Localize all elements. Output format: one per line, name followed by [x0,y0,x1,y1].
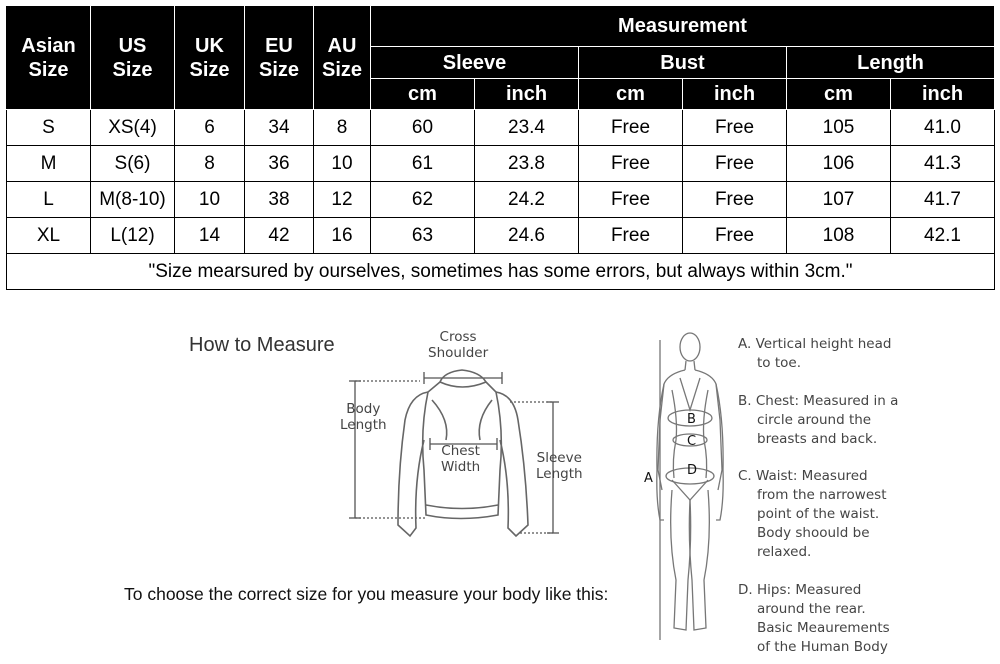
cell-length-cm: 108 [787,218,891,254]
cell-bust-cm: Free [579,110,683,146]
header-length: Length [787,47,995,79]
cell-eu-size: 36 [245,146,314,182]
cell-au-size: 8 [314,110,371,146]
header-asian-size: Asian Size [7,6,91,110]
cell-uk-size: 6 [175,110,245,146]
cell-sleeve-cm: 62 [371,182,475,218]
cell-us-size: M(8-10) [91,182,175,218]
description-d: D. Hips: Measured around the rear. Basic Meaurements of the Human Body [738,582,890,655]
cell-sleeve-cm: 61 [371,146,475,182]
cell-asian-size: S [7,110,91,146]
cell-length-cm: 105 [787,110,891,146]
description-a: A. Vertical height head to toe. [738,336,892,371]
header-unit-inch: inch [891,79,995,110]
cell-asian-size: L [7,182,91,218]
figure-letter-b: B [687,412,696,427]
header-au-size: AU Size [314,6,371,110]
cell-uk-size: 14 [175,218,245,254]
sleeve-length-label: Sleeve Length [536,450,583,482]
cell-length-inch: 41.7 [891,182,995,218]
cell-sleeve-cm: 60 [371,110,475,146]
cell-bust-inch: Free [683,146,787,182]
header-unit-cm: cm [371,79,475,110]
cell-sleeve-inch: 24.2 [475,182,579,218]
cell-eu-size: 42 [245,218,314,254]
cell-au-size: 16 [314,218,371,254]
cell-sleeve-inch: 23.8 [475,146,579,182]
cell-au-size: 10 [314,146,371,182]
cell-length-cm: 107 [787,182,891,218]
figure-letter-a: A [644,471,653,486]
cell-length-cm: 106 [787,146,891,182]
cell-asian-size: XL [7,218,91,254]
header-us-size: US Size [91,6,175,110]
cell-sleeve-cm: 63 [371,218,475,254]
cell-bust-inch: Free [683,182,787,218]
cell-au-size: 12 [314,182,371,218]
chest-width-label: Chest Width [441,443,481,475]
cell-bust-cm: Free [579,218,683,254]
cell-us-size: S(6) [91,146,175,182]
choose-size-instruction: To choose the correct size for you measure your body like this: [124,584,609,604]
figure-letter-c: C [687,434,697,449]
header-unit-cm: cm [579,79,683,110]
header-uk-size: UK Size [175,6,245,110]
header-unit-cm: cm [787,79,891,110]
cell-length-inch: 41.0 [891,110,995,146]
cell-bust-inch: Free [683,110,787,146]
description-c: C. Waist: Measured from the narrowest point of the waist. Body shoould be relaxed. [738,468,887,560]
cell-asian-size: M [7,146,91,182]
cell-bust-cm: Free [579,182,683,218]
how-to-measure-title: How to Measure [189,334,335,356]
cell-bust-cm: Free [579,146,683,182]
header-sleeve: Sleeve [371,47,579,79]
cell-eu-size: 38 [245,182,314,218]
header-bust: Bust [579,47,787,79]
body-length-label: Body Length [340,401,387,433]
cell-eu-size: 34 [245,110,314,146]
cross-shoulder-label: Cross Shoulder [428,329,489,361]
cell-length-inch: 42.1 [891,218,995,254]
header-measurement: Measurement [371,6,995,47]
header-eu-size: EU Size [245,6,314,110]
figure-letter-d: D [687,463,698,478]
cell-bust-inch: Free [683,218,787,254]
description-b: B. Chest: Measured in a circle around the breasts and back. [738,393,899,447]
measurement-note: "Size mearsured by ourselves, sometimes has some errors, but always within 3cm." [7,254,995,290]
cell-sleeve-inch: 24.6 [475,218,579,254]
cell-length-inch: 41.3 [891,146,995,182]
cell-sleeve-inch: 23.4 [475,110,579,146]
cell-uk-size: 8 [175,146,245,182]
cell-us-size: XS(4) [91,110,175,146]
header-unit-inch: inch [475,79,579,110]
cell-uk-size: 10 [175,182,245,218]
cell-us-size: L(12) [91,218,175,254]
header-unit-inch: inch [683,79,787,110]
